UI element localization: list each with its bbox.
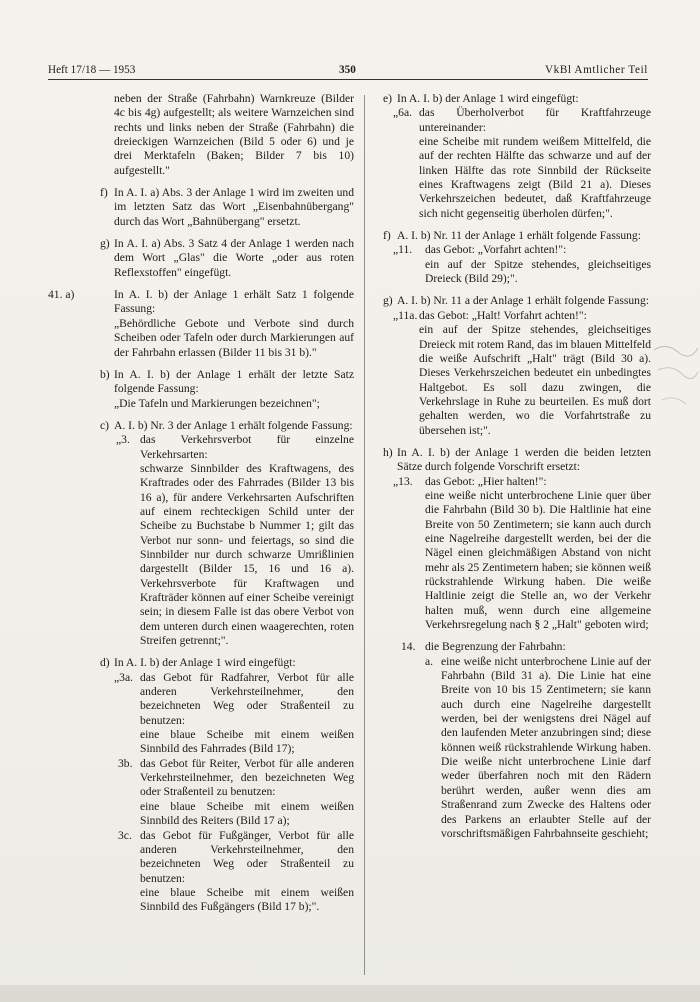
paragraph-text: In A. I. b) der Anlage 1 werden die beiden letzten Sätze durch folgende Vorschrift ersetzt: [397,445,651,474]
paragraph-label: g) [383,294,393,308]
paragraph [48,800,354,829]
paragraph [375,655,655,841]
paragraph-text: eine blaue Scheibe mit einem weißen Sinnbild des Reiters (Bild 17 a); [140,799,354,828]
paragraph-label: g) [100,237,110,251]
page-number: 350 [339,64,356,76]
paragraph-text: das Verkehrsverbot für einzelne Verkehrsarten: [140,433,354,461]
paragraph-label: h) [383,445,393,459]
paragraph [48,886,354,915]
paragraph [48,92,354,178]
paragraph [375,446,655,475]
paragraph-text: A. I. b) Nr. 11 a der Anlage 1 erhält folgende Fassung: [397,294,649,308]
paragraph-text: In A. I. a) Abs. 3 Satz 4 der Anlage 1 werden nach dem Wort „Glas" die Worte „oder aus roten Reflexstoffen" eingefügt. [114,237,354,279]
paragraph-label: f) [100,186,108,200]
paragraph [48,462,354,648]
paragraph-gap [48,648,354,656]
paragraph-label: 41. a) [48,288,75,302]
left-column [48,92,354,915]
paragraph-text: In A. I. b) der Anlage 1 erhält Satz 1 folgende Fassung: [114,288,354,316]
paragraph-text: das Gebot für Reiter, Verbot für alle anderen Verkehrsteilnehmer, den bezeichneten Weg oder Straßenteil zu benutzen: [140,756,354,799]
page-header [48,64,648,80]
scan-margin-marks [652,330,700,440]
scan-bottom-noise [0,975,700,1002]
paragraph-label: a. [425,654,434,668]
paragraph-text: das Gebot für Fußgänger, Verbot für alle anderen Verkehrsteilnehmer, den bezeichneten Weg oder Straßenteil zu benutzen: [140,828,354,885]
paragraph [48,656,354,670]
paragraph-text: schwarze Sinnbilder des Kraftwagens, des Kraftrades oder des Fahrrades (Bilder 13 bis 16 a), für andere Verkehrsarten Aufschriften auf einem rechteckigen Schild unter der Scheibe zu Buchstabe b Nummer 1; gilt das Verbot nur sonn- und feiertags, so sind die Sinnbilder nur durch schwarze Umrißlinien dargestellt (Bilder 15, 16 und 16 a). Verkehrsverbote für Kraftwagen und Krafträder können auf einer Scheibe vereinigt sein; in diesem Falle ist das obere Verbot von dem unteren durch einen waagerechten, roten Streifen getrennt;". [140,461,354,648]
paragraph-label: „6a. [393,106,412,120]
paragraph-text: In A. I. b) der Anlage 1 wird eingefügt: [397,92,579,105]
paragraph [48,419,354,433]
right-column [375,92,655,841]
paragraph-gap [48,280,354,288]
paragraph-text: eine blaue Scheibe mit einem weißen Sinnbild des Fußgängers (Bild 17 b);". [140,885,354,914]
paragraph [48,368,354,397]
paragraph [375,309,655,323]
paragraph [375,258,655,287]
paragraph [48,237,354,280]
paragraph-text: In A. I. a) Abs. 3 der Anlage 1 wird im zweiten und im letzten Satz das Wort „Eisenbahnübergang" durch das Wort „Bahnübergang" ersetzt. [114,186,354,228]
paragraph [48,317,354,360]
paragraph-text: eine weiße nicht unterbrochene Linie quer über die Fahrbahn (Bild 30 b). Die Haltlinie hat eine Breite von 50 Zentimetern; sie kann auch durch eine Nagelreihe dargestellt werden, bei der die Nägel einen gleichmäßigen Abstand von nicht mehr als 25 Zentimetern haben; sie können weiß rückstrahlende Wirkung haben. Die weiße Haltlinie zeigt die Stelle an, wo der Verkehr halten muß, wenn durch eine allgemeine Verkehrsregelung nach § 2 „Halt" geboten wird; [425,488,651,632]
paragraph-label: „3a. [114,670,133,684]
paragraph [48,433,354,462]
paragraph-gap [375,438,655,446]
paragraph-gap [48,360,354,368]
paragraph-label: „11a. [393,308,418,322]
paragraph-label: „3. [116,433,130,447]
paragraph-text: das Gebot: „Vorfahrt achten!": [425,243,567,257]
paragraph-text: das Gebot: „Halt! Vorfahrt achten!": [419,308,587,322]
paragraph-gap [375,286,655,294]
paragraph [48,757,354,800]
paragraph-gap [48,229,354,237]
paragraph [375,294,655,308]
paragraph-text: „Behördliche Gebote und Verbote sind durch Scheiben oder Tafeln oder durch Markierungen auf der Fahrbahn erlassen (Bilder 11 bis 31 b)." [114,316,354,359]
paragraph [48,288,354,317]
paragraph [375,92,655,106]
publication-title: VkBl Amtlicher Teil [544,64,648,76]
paragraph-label: e) [383,92,393,105]
paragraph [375,475,655,489]
paragraph [375,243,655,257]
paragraph [375,489,655,632]
paragraph [48,397,354,411]
issue-number: Heft 17/18 — 1953 [48,64,136,76]
paragraph-label: b) [100,367,110,381]
paragraph-label: f) [383,229,391,243]
paragraph-label: 3b. [118,756,133,770]
paragraph-text: A. I. b) Nr. 3 der Anlage 1 erhält folgende Fassung: [114,418,353,432]
paragraph-text: eine blaue Scheibe mit einem weißen Sinnbild des Fahrrades (Bild 17); [140,728,354,756]
paragraph [48,728,354,757]
paragraph-text: die Begrenzung der Fahrbahn: [425,640,566,654]
paragraph-text: eine weiße nicht unterbrochene Linie auf der Fahrbahn (Bild 31 a). Die Linie hat eine Breite von 10 bis 15 Zentimetern; sie kann auch durch eine Nagelreihe dargestellt werden, bei der wenigstens drei Nägel auf den laufenden Meter anzubringen sind; diese können weiß rückstrahlende Wirkung haben. Die weiße nicht unterbrochene Linie darf weder überfahren noch mit den Rädern berührt werden, außer wenn dies am Straßenrand zum Zwecke des Haltens oder des Parkens an erlaubter Stelle auf der vorschriftsmäßigen Fahrbahnseite geschieht; [441,654,651,840]
paragraph-label: c) [100,418,110,432]
paragraph-text: neben der Straße (Fahrbahn) Warnkreuze (Bilder 4c bis 4g) aufgestellt; als weitere Warnzeichen sind rechts und links neben der Straße (Fahrbahn) die dreieckigen Warnzeichen (Bild 5 oder 6) und je drei Merktafeln (Baken; Bilder 7 bis 10) aufgestellt." [114,92,354,177]
paragraph [48,671,354,728]
paragraph-text: In A. I. b) der Anlage 1 wird eingefügt: [114,656,296,670]
paragraph-label: d) [100,656,110,670]
paragraph-text: das Gebot für Radfahrer, Verbot für alle anderen Verkehrsteilnehmer, den bezeichneten Weg oder Straßenteil zu benutzen: [140,670,354,727]
paragraph [375,229,655,243]
paragraph [48,186,354,229]
paragraph-gap [48,411,354,419]
paragraph-gap [375,632,655,640]
paragraph-gap [48,178,354,186]
paragraph-label: 3c. [118,828,132,842]
column-divider [364,95,365,975]
paragraph-label: „13. [393,474,413,488]
paragraph-text: das Überholverbot für Kraftfahrzeuge untereinander: [419,106,651,134]
paragraph-text: „Die Tafeln und Markierungen bezeichnen"; [114,396,320,410]
paragraph [48,829,354,886]
paragraph-text: In A. I. b) der Anlage 1 erhält der letzte Satz folgende Fassung: [114,367,354,396]
paragraph-text: das Gebot: „Hier halten!": [425,474,547,488]
paragraph-text: ein auf der Spitze stehendes, gleichseitiges Dreieck mit rotem Rand, das im blauen Mittelfeld die weiße Aufschrift „Halt" trägt (Bild 30 a). Dieses Verkehrszeichen bedeutet ein unbedingtes Haltgebot. Es soll dazu zwingen, die Verkehrslage in Ruhe zu beurteilen. Es muß dort gehalten werden, wo die Vorfahrtstraße zu übersehen ist;". [419,323,651,437]
paragraph [375,106,655,135]
paragraph [375,135,655,221]
paragraph-gap [375,221,655,229]
paragraph [375,640,655,654]
paragraph-text: A. I. b) Nr. 11 der Anlage 1 erhält folgende Fassung: [397,229,641,243]
paragraph [375,323,655,438]
header-rule [48,79,648,80]
paragraph-label: „11. [393,243,413,257]
paragraph-label: 14. [401,640,416,654]
paragraph-text: ein auf der Spitze stehendes, gleichseitiges Dreieck (Bild 29);". [425,257,651,286]
paragraph-text: eine Scheibe mit rundem weißem Mittelfeld, die auf der rechten Hälfte das schwarze und auf der linken Hälfte das rote Sinnbild der Rückseite eines Kraftwagens zeigt (Bild 21 a). Dieses Verkehrszeichen bedeutet, daß Kraftfahrzeuge sich nicht gegenseitig überholen dürfen;". [419,135,651,220]
